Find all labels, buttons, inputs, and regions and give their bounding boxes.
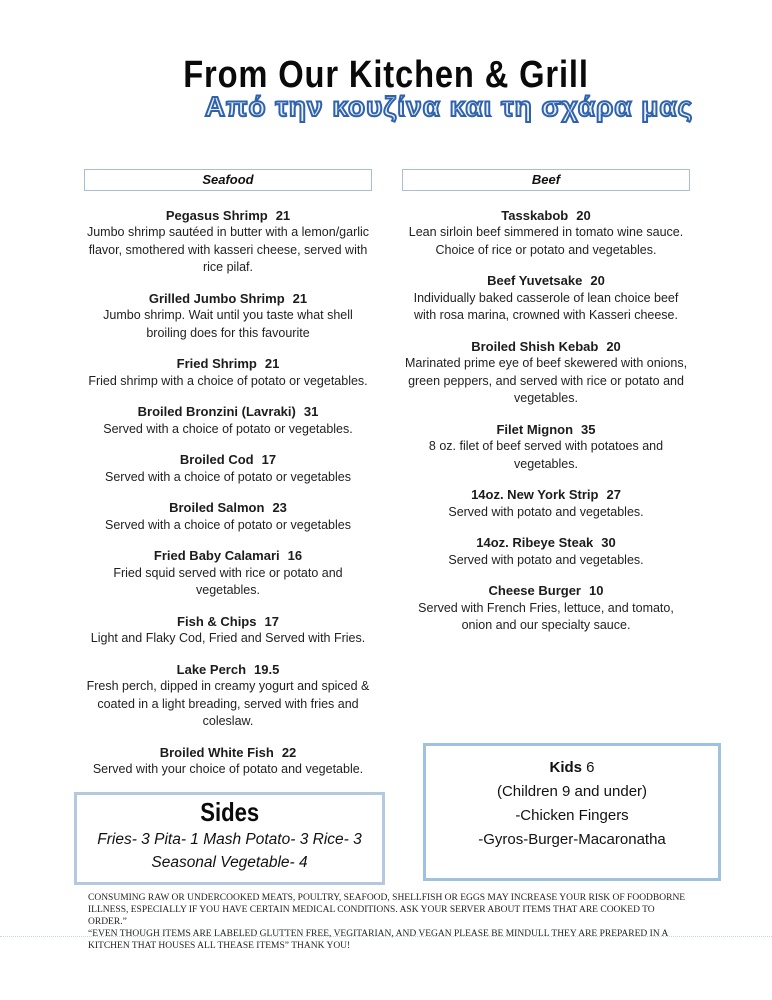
item-price: 16 (287, 548, 303, 564)
item-title: Grilled Jumbo Shrimp (148, 290, 285, 306)
item-description: Served with potato and vegetables. (448, 552, 644, 567)
item-title: Lake Perch (176, 661, 247, 677)
beef-section (402, 169, 690, 885)
item-price: 21 (275, 207, 291, 223)
item-name (402, 582, 690, 600)
item-name (84, 661, 372, 679)
item-title: Broiled Shish Kebab (471, 338, 599, 354)
item-title: Beef Yuvetsake (487, 273, 583, 289)
item-description: Marinated prime eye of beef skewered with onions, green peppers, and served with rice or potato and vegetables. (404, 356, 688, 406)
item-price: 22 (281, 744, 297, 760)
menu-item-fish-and-chips (84, 613, 372, 648)
menu-item-ribeye-steak (402, 534, 690, 569)
item-price: 23 (272, 500, 287, 516)
menu-item-cheese-burger (402, 582, 690, 635)
item-title: Cheese Burger (488, 583, 581, 599)
item-price: 21 (292, 290, 308, 306)
item-description: Fresh perch, dipped in creamy yogurt and spiced & coated in a light breading, served with fries and coleslaw. (86, 679, 370, 729)
menu-item-broiled-salmon (84, 499, 372, 534)
menu-header (0, 0, 772, 121)
menu-item-tasskabob (402, 207, 690, 260)
footer-disclaimer (88, 892, 692, 952)
item-description: Served with French Fries, lettuce, and tomato, onion and our specialty sauce. (418, 600, 674, 633)
page-title: From Our Kitchen & Grill (183, 54, 589, 96)
disclaimer-line-1: CONSUMING RAW OR UNDERCOOKED MEATS, POULTRY, SEAFOOD, SHELLFISH OR EGGS MAY INCREASE YOUR RISK OF FOODBORNE ILLNESS, ESPECIALLY IF YOU HAVE CERTAIN MEDICAL CONDITIONS. ASK YOUR SERVER ABOUT ITEMS THAT ARE COOKED TO ORDER.” (88, 892, 686, 927)
menu-item-beef-yuvetsake (402, 272, 690, 325)
item-title: Tasskabob (501, 207, 569, 223)
menu-item-broiled-shish-kebab (402, 338, 690, 408)
footer-divider (0, 936, 772, 937)
seafood-section-header: Seafood (84, 169, 372, 191)
item-title: 14oz. Ribeye Steak (476, 535, 594, 551)
menu-item-pegasus-shrimp (84, 207, 372, 277)
item-description: Lean sirloin beef simmered in tomato wine sauce. Choice of rice or potato and vegetables. (408, 225, 684, 257)
item-title: Fried Shrimp (176, 356, 257, 372)
item-name (402, 534, 690, 552)
item-price: 31 (303, 404, 319, 420)
item-description: Served with potato and vegetables. (448, 504, 644, 519)
sides-line-1: Fries- 3 Pita- 1 Mash Potato- 3 Rice- 3 (97, 830, 362, 848)
item-name (402, 338, 690, 356)
item-title: Broiled White Fish (159, 744, 274, 760)
item-title: Pegasus Shrimp (165, 207, 268, 223)
item-title: Fish & Chips (177, 613, 257, 629)
item-title: Broiled Salmon (169, 500, 265, 516)
item-price: 27 (606, 487, 621, 503)
item-title: Broiled Bronzini (Lavraki) (137, 404, 296, 420)
item-name (84, 547, 372, 565)
item-title: Filet Mignon (496, 421, 574, 437)
item-name (84, 355, 372, 373)
beef-section-header: Beef (402, 169, 690, 191)
item-price: 17 (261, 452, 277, 468)
kids-title (432, 756, 712, 780)
item-title: Broiled Cod (179, 452, 254, 468)
item-name (84, 613, 372, 631)
item-price: 17 (264, 613, 279, 629)
item-description: Served with your choice of potato and vegetable. (92, 762, 364, 777)
item-description: Served with a choice of potato or vegetables (105, 469, 351, 484)
item-description: Fried squid served with rice or potato and vegetables. (113, 565, 343, 598)
menu-item-grilled-jumbo-shrimp (84, 290, 372, 343)
item-price: 30 (601, 535, 616, 551)
item-price: 21 (264, 356, 280, 372)
item-price: 20 (590, 273, 605, 289)
item-name (84, 499, 372, 517)
item-name (402, 207, 690, 225)
kids-box (423, 743, 721, 881)
menu-item-filet-mignon (402, 421, 690, 474)
item-name (84, 451, 372, 469)
item-description: Served with a choice of potato or vegetables (105, 517, 351, 532)
seafood-section (84, 169, 372, 885)
kids-line-1: (Children 9 and under) (496, 782, 648, 800)
disclaimer-line-2: “EVEN THOUGH ITEMS ARE LABELED GLUTTEN FREE, VEGITARIAN, AND VEGAN PLEASE BE MINDULL THEY ARE PREPARED IN A KITCHEN THAT HOUSES ALL THEASE ITEMS” THANK YOU! (88, 928, 668, 951)
item-price: 20 (606, 338, 621, 354)
menu-item-lake-perch (84, 661, 372, 731)
menu-item-fried-shrimp (84, 355, 372, 390)
item-description: Jumbo shrimp sautéed in butter with a lemon/garlic flavor, smothered with kasseri cheese, served with rice pilaf. (86, 225, 370, 275)
item-description: 8 oz. filet of beef served with potatoes and vegetables. (428, 439, 664, 471)
kids-line-3: -Gyros-Burger-Macaronatha (478, 830, 666, 848)
item-name (84, 290, 372, 308)
item-name (402, 272, 690, 290)
page-subtitle-greek: Από την κουζίνα και τη σχάρα μας (204, 90, 694, 122)
item-price: 10 (589, 583, 604, 599)
sides-line-2: Seasonal Vegetable- 4 (151, 853, 308, 871)
sides-title: Sides (200, 796, 259, 827)
item-title: Fried Baby Calamari (153, 548, 280, 564)
menu-item-broiled-white-fish (84, 744, 372, 779)
item-description: Fried shrimp with a choice of potato or vegetables. (88, 373, 368, 388)
item-name (84, 403, 372, 421)
menu-columns (0, 169, 772, 885)
menu-item-broiled-bronzini (84, 403, 372, 438)
item-price: 19.5 (254, 661, 280, 677)
kids-price: 6 (586, 758, 595, 776)
kids-label: Kids (549, 758, 582, 776)
item-description: Light and Flaky Cod, Fried and Served with Fries. (90, 631, 366, 646)
item-description: Jumbo shrimp. Wait until you taste what shell broiling does for this favourite (103, 308, 353, 340)
item-description: Individually baked casserole of lean choice beef with rosa marina, crowned with Kasseri cheese. (413, 290, 679, 323)
item-name (84, 744, 372, 762)
menu-item-broiled-cod (84, 451, 372, 486)
menu-item-new-york-strip (402, 486, 690, 521)
kids-line-2: -Chicken Fingers (515, 806, 629, 824)
item-name (402, 486, 690, 504)
item-price: 20 (576, 207, 591, 223)
item-title: 14oz. New York Strip (471, 487, 599, 503)
sides-box (74, 792, 385, 885)
item-name (402, 421, 690, 439)
item-price: 35 (581, 421, 596, 437)
item-description: Served with a choice of potato or vegetables. (103, 421, 353, 436)
menu-item-fried-baby-calamari (84, 547, 372, 600)
item-name (84, 207, 372, 225)
